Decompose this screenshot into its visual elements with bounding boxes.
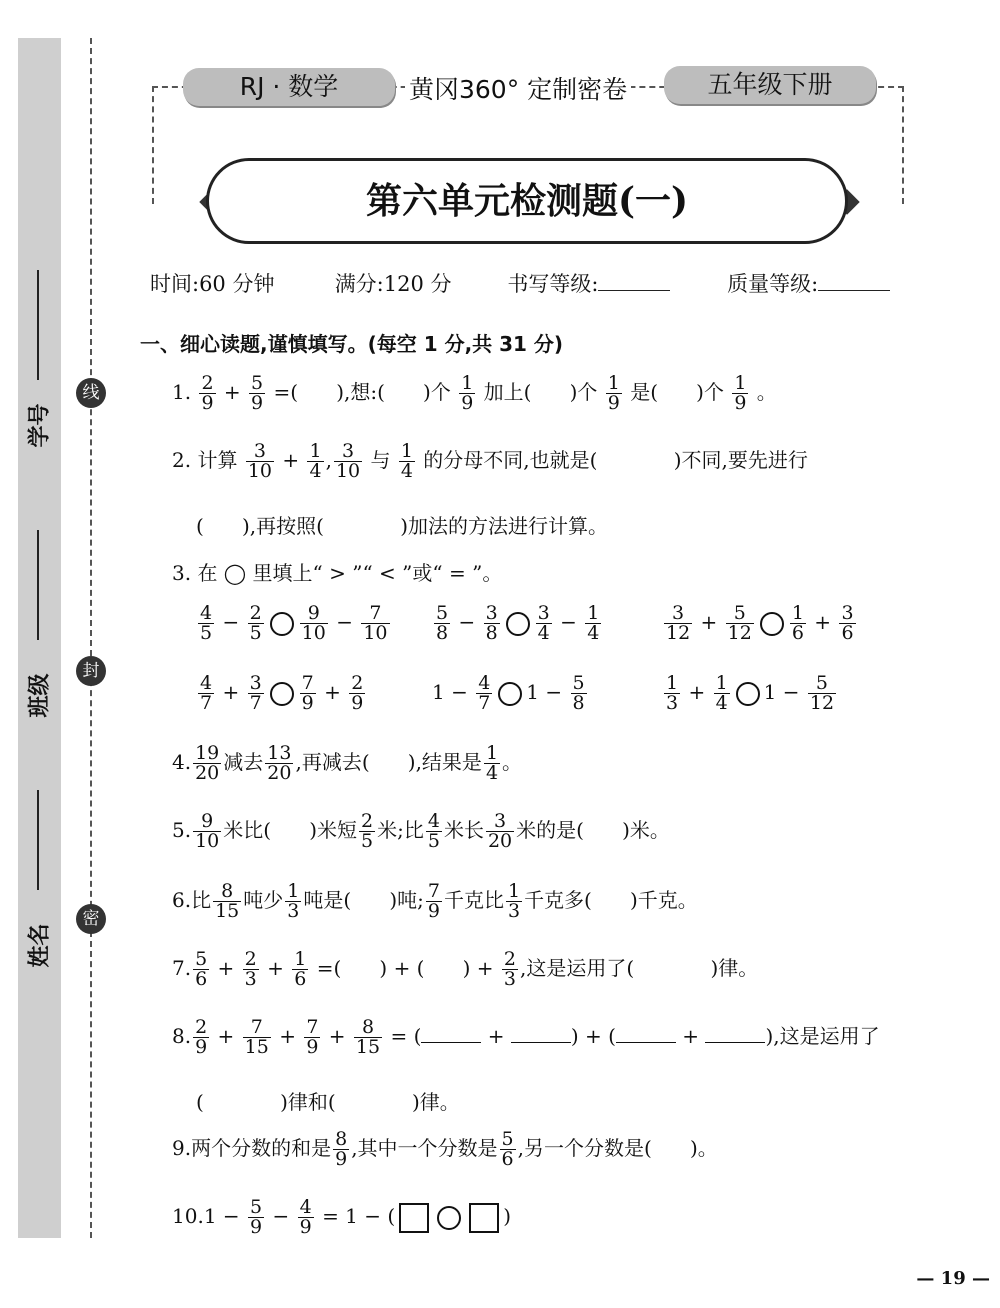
compare-circle[interactable] xyxy=(736,682,760,706)
question-8-cont: ( )律和( )律。 xyxy=(196,1090,460,1114)
cut-line xyxy=(90,38,92,1238)
page-number: — 19 — xyxy=(916,1268,990,1289)
question-10: 10.1 − $\frac{5}{9}$ − $\frac{4}{9}$ = 1 − ( ) xyxy=(172,1196,511,1238)
seal-line-mark: 线 xyxy=(76,378,106,408)
name-label: 姓名 xyxy=(27,923,53,968)
exam-info xyxy=(150,268,910,298)
answer-blank[interactable] xyxy=(705,1024,765,1043)
compare-2: $\frac{5}{8}$ − $\frac{3}{8}$ $\frac{3}{4}$ − $\frac{1}{4}$ xyxy=(436,602,600,644)
answer-blank[interactable] xyxy=(511,1024,571,1043)
question-6: 6.比 $\frac{8}{15}$ 吨少 $\frac{1}{3}$ 吨是( )吨; $\frac{7}{9}$ 千克比 $\frac{1}{3}$ 千克多( )千克。 xyxy=(172,880,698,922)
quality-grade: 质量等级: xyxy=(727,268,890,298)
compare-5: 1 − $\frac{4}{7}$ 1 − $\frac{5}{8}$ xyxy=(432,672,585,714)
question-2: 2. 计算 $\frac{3}{10}$ + $\frac{1}{4}$ , $\frac{3}{10}$ 与 $\frac{1}{4}$ 的分母不同,也就是( )不同,要先进行 xyxy=(172,440,808,482)
subject-pill: RJ · 数学 xyxy=(183,68,395,106)
question-8: 8. $\frac{2}{9}$ + $\frac{7}{15}$ + $\frac{7}{9}$ + $\frac{8}{15}$ = ( + ) + ( + ),这是运用了 xyxy=(172,1016,880,1058)
question-7: 7. $\frac{5}{6}$ + $\frac{2}{3}$ + $\frac{1}{6}$ =( ) + ( ) + $\frac{2}{3}$ ,这是运用了( )律。 xyxy=(172,948,759,990)
time-info: 时间:60 分钟 xyxy=(150,272,275,296)
compare-circle[interactable] xyxy=(760,612,784,636)
question-3: 3. 在 ◯ 里填上“ > ”“ < ”或“ = ”。 xyxy=(172,561,503,585)
writing-grade-blank[interactable] xyxy=(598,272,670,291)
seal-secret-mark: 密 xyxy=(76,904,106,934)
name-line xyxy=(37,790,39,890)
binding-strip xyxy=(18,38,61,1238)
fraction: $\frac{1}{9}$ xyxy=(734,372,747,414)
fraction: $\frac{1}{9}$ xyxy=(607,372,620,414)
student-id-label: 学号 xyxy=(27,403,53,448)
answer-box[interactable] xyxy=(399,1203,429,1233)
fraction: $\frac{1}{4}$ xyxy=(400,440,413,482)
fraction: $\frac{5}{9}$ xyxy=(251,372,264,414)
seal-seal-mark: 封 xyxy=(76,656,106,686)
question-1: 1. $\frac{2}{9}$ + $\frac{5}{9}$ =( ),想:( )个 $\frac{1}{9}$ 加上( )个 $\frac{1}{9}$ 是( )个 $\frac{1}{9}$ 。 xyxy=(172,372,777,414)
fraction: $\frac{3}{10}$ xyxy=(335,440,361,482)
question-5: 5. $\frac{9}{10}$ 米比( )米短 $\frac{2}{5}$ 米;比 $\frac{4}{5}$ 米长 $\frac{3}{20}$ 米的是( )米。 xyxy=(172,810,670,852)
answer-blank[interactable] xyxy=(421,1024,481,1043)
class-line xyxy=(37,530,39,640)
compare-circle[interactable] xyxy=(498,682,522,706)
compare-3: $\frac{3}{12}$ + $\frac{5}{12}$ $\frac{1}{6}$ + $\frac{3}{6}$ xyxy=(666,602,854,644)
score-info: 满分:120 分 xyxy=(334,272,452,296)
question-9: 9.两个分数的和是 $\frac{8}{9}$ ,其中一个分数是 $\frac{5}{6}$ ,另一个分数是( )。 xyxy=(172,1128,718,1170)
compare-6: $\frac{1}{3}$ + $\frac{1}{4}$ 1 − $\frac{5}{12}$ xyxy=(666,672,835,714)
answer-box[interactable] xyxy=(469,1203,499,1233)
student-id-line xyxy=(37,270,39,380)
fraction: $\frac{1}{9}$ xyxy=(461,372,474,414)
compare-circle[interactable] xyxy=(506,612,530,636)
page-title: 第六单元检测题(一) xyxy=(206,158,848,244)
compare-4: $\frac{4}{7}$ + $\frac{3}{7}$ $\frac{7}{9}$ + $\frac{2}{9}$ xyxy=(200,672,364,714)
compare-circle[interactable] xyxy=(270,612,294,636)
question-4: 4. $\frac{19}{20}$ 减去 $\frac{13}{20}$ ,再减去( ),结果是 $\frac{1}{4}$ 。 xyxy=(172,742,523,784)
quality-grade-blank[interactable] xyxy=(818,272,890,291)
question-2-cont: ( ),再按照( )加法的方法进行计算。 xyxy=(196,514,609,538)
class-label: 班级 xyxy=(27,673,53,718)
compare-circle[interactable] xyxy=(270,682,294,706)
series-title: 黄冈360° 定制密卷 xyxy=(405,70,631,106)
fraction: $\frac{2}{9}$ xyxy=(201,372,214,414)
section-heading: 一、细心读题,谨慎填写。(每空 1 分,共 31 分) xyxy=(140,332,564,356)
grade-pill: 五年级下册 xyxy=(664,66,876,104)
fraction: $\frac{1}{4}$ xyxy=(309,440,322,482)
fraction: $\frac{3}{10}$ xyxy=(247,440,272,482)
answer-blank[interactable] xyxy=(616,1024,676,1043)
writing-grade: 书写等级: xyxy=(507,268,670,298)
compare-1: $\frac{4}{5}$ − $\frac{2}{5}$ $\frac{9}{10}$ − $\frac{7}{10}$ xyxy=(200,602,388,644)
compare-circle[interactable] xyxy=(437,1206,461,1230)
